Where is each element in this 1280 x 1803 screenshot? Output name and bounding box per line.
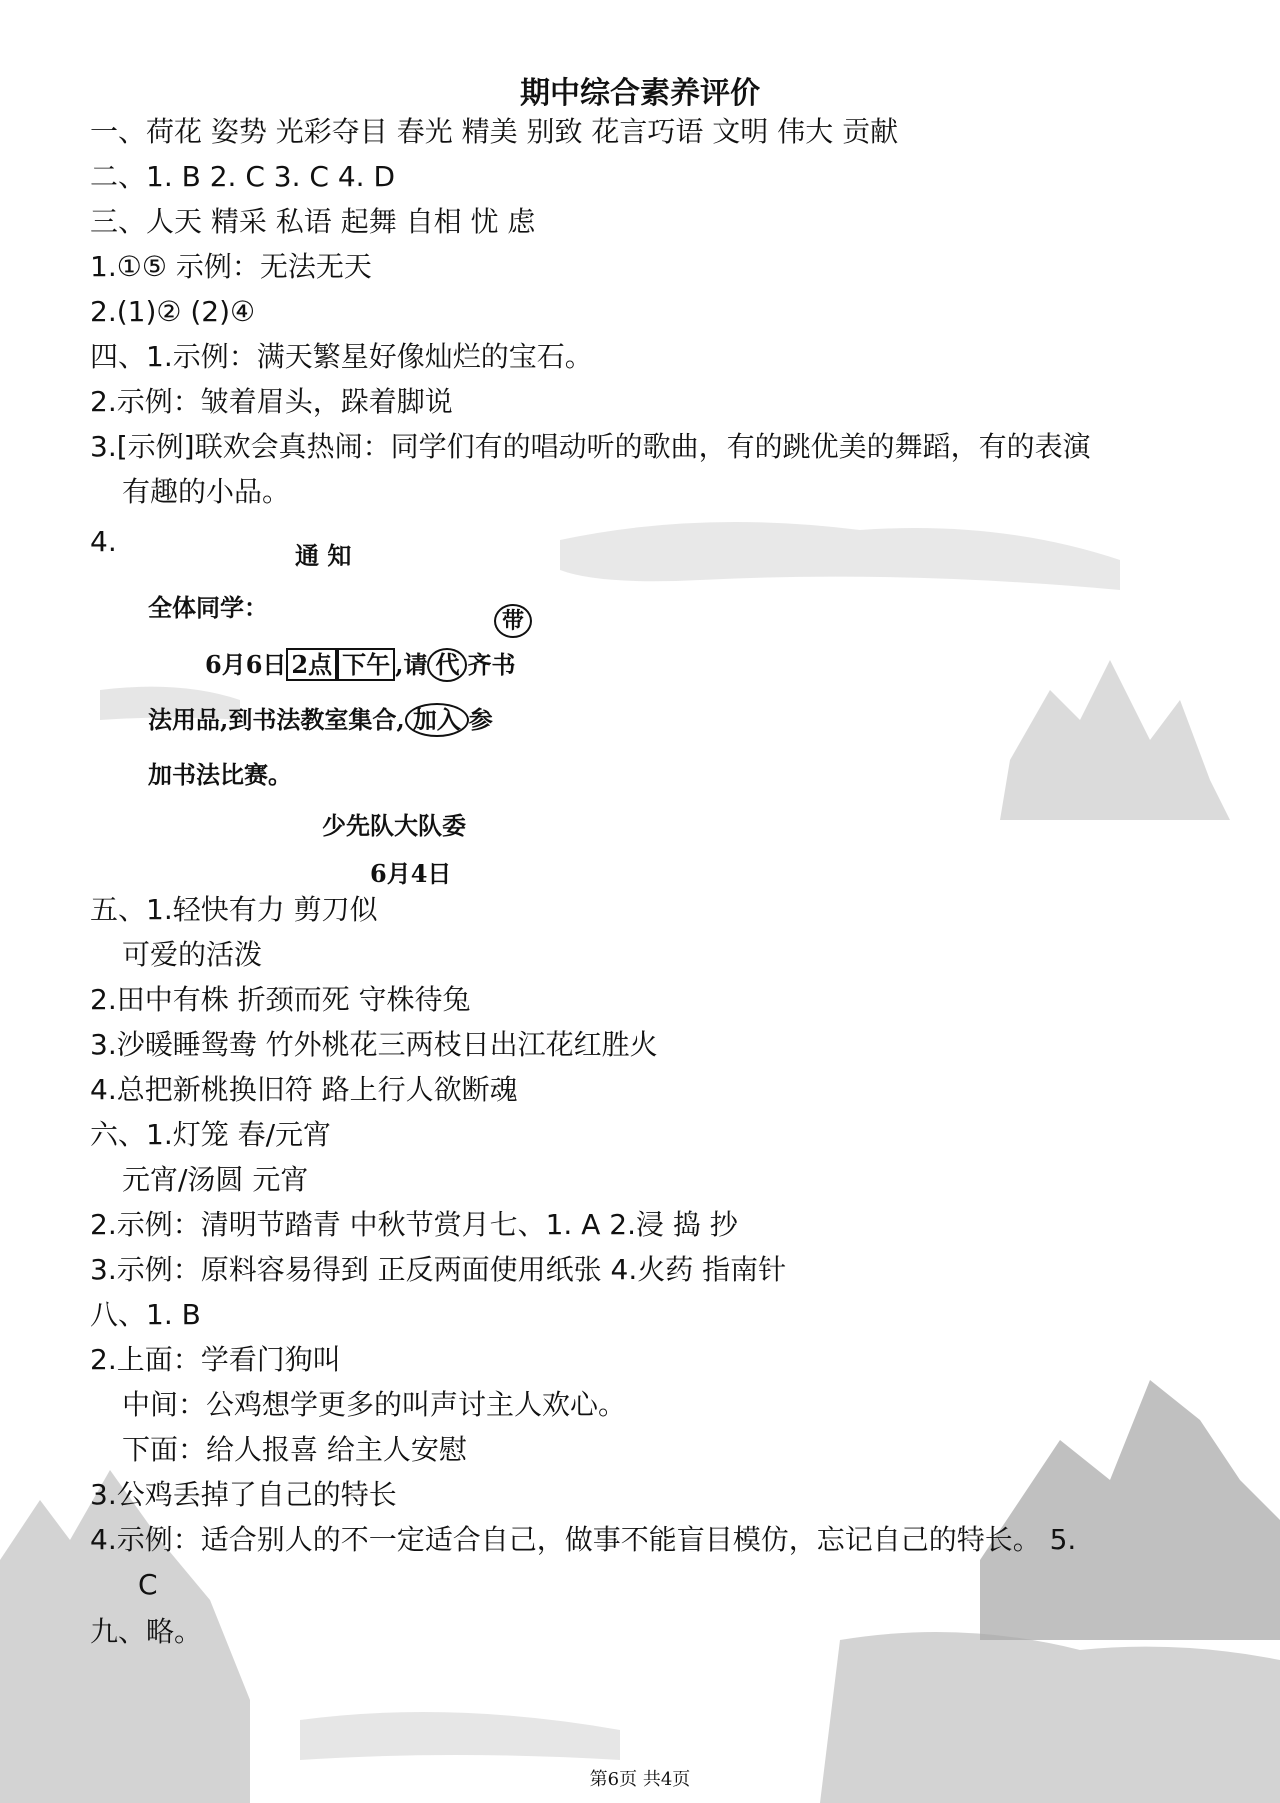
notice-text: ,请	[395, 650, 428, 679]
answer-line: 八、1. B	[90, 1298, 201, 1331]
answer-line: 3.沙暖睡鸳鸯 竹外桃花三两枝日出江花红胜火	[90, 1028, 658, 1061]
answer-line: 2.示例：清明节踏青 中秋节赏月七、1. A 2.浸 捣 抄	[90, 1208, 738, 1241]
answer-line: 三、人天 精采 私语 起舞 自相 忧 虑	[90, 205, 536, 238]
answer-line: 4.总把新桃换旧符 路上行人欲断魂	[90, 1073, 518, 1106]
notice-greeting: 全体同学：	[148, 593, 268, 622]
answer-line: 1.①⑤ 示例：无法无天	[90, 250, 372, 283]
correction-circle: 带	[494, 604, 532, 638]
answer-line: 四、1.示例：满天繁星好像灿烂的宝石。	[90, 340, 593, 373]
notice-text: 齐书	[467, 650, 516, 679]
notice-signature: 少先队大队委	[322, 811, 466, 840]
answer-line: 3.示例：原料容易得到 正反两面使用纸张 4.火药 指南针	[90, 1253, 787, 1286]
answer-line: 有趣的小品。	[122, 475, 291, 508]
answer-line: 一、荷花 姿势 光彩夺目 春光 精美 别致 花言巧语 文明 伟大 贡献	[90, 115, 899, 148]
circled-word: 代	[427, 648, 467, 682]
page-title: 期中综合素养评价	[520, 76, 760, 111]
answer-line: 下面：给人报喜 给主人安慰	[122, 1433, 467, 1466]
notice-body-line-2	[148, 700, 493, 737]
answer-line: 元宵/汤圆 元宵	[122, 1163, 309, 1196]
notice-body-line-3: 加书法比赛。	[148, 760, 292, 789]
notice-date: 6月4日	[370, 859, 452, 888]
notice-text: 法用品,到书法教室集合,	[148, 705, 405, 734]
answer-line: 可爱的活泼	[122, 938, 263, 971]
answer-line: 六、1.灯笼 春/元宵	[90, 1118, 332, 1151]
boxed-word: 2点	[286, 648, 337, 681]
page-number: 第6页 共4页	[589, 1769, 691, 1790]
answer-line: 2.上面：学看门狗叫	[90, 1343, 341, 1376]
notice-text: 参	[468, 705, 493, 734]
answer-line: 九、略。	[90, 1615, 203, 1648]
notice-heading: 通 知	[295, 541, 352, 570]
answer-line: 五、1.轻快有力 剪刀似	[90, 893, 378, 926]
answer-line: 4.	[90, 525, 117, 558]
answer-line: 2.田中有株 折颈而死 守株待兔	[90, 983, 471, 1016]
answer-line: 3.公鸡丢掉了自己的特长	[90, 1478, 397, 1511]
notice-body-line-1	[205, 645, 515, 682]
answer-line: 二、1. B 2. C 3. C 4. D	[90, 160, 396, 193]
circled-word: 加入	[405, 703, 469, 737]
correction-mark	[494, 604, 532, 638]
answer-line: 中间：公鸡想学更多的叫声讨主人欢心。	[122, 1388, 627, 1421]
answer-line: 3.[示例]联欢会真热闹：同学们有的唱动听的歌曲，有的跳优美的舞蹈，有的表演	[90, 430, 1091, 463]
answer-line: 4.示例：适合别人的不一定适合自己，做事不能盲目模仿，忘记自己的特长。 5.	[90, 1523, 1077, 1556]
answer-line: C	[138, 1568, 158, 1601]
boxed-word: 下午	[337, 648, 395, 681]
answer-line: 2.(1)② (2)④	[90, 295, 256, 328]
answer-line: 2.示例：皱着眉头，跺着脚说	[90, 385, 453, 418]
notice-text: 6月6日	[205, 650, 287, 679]
